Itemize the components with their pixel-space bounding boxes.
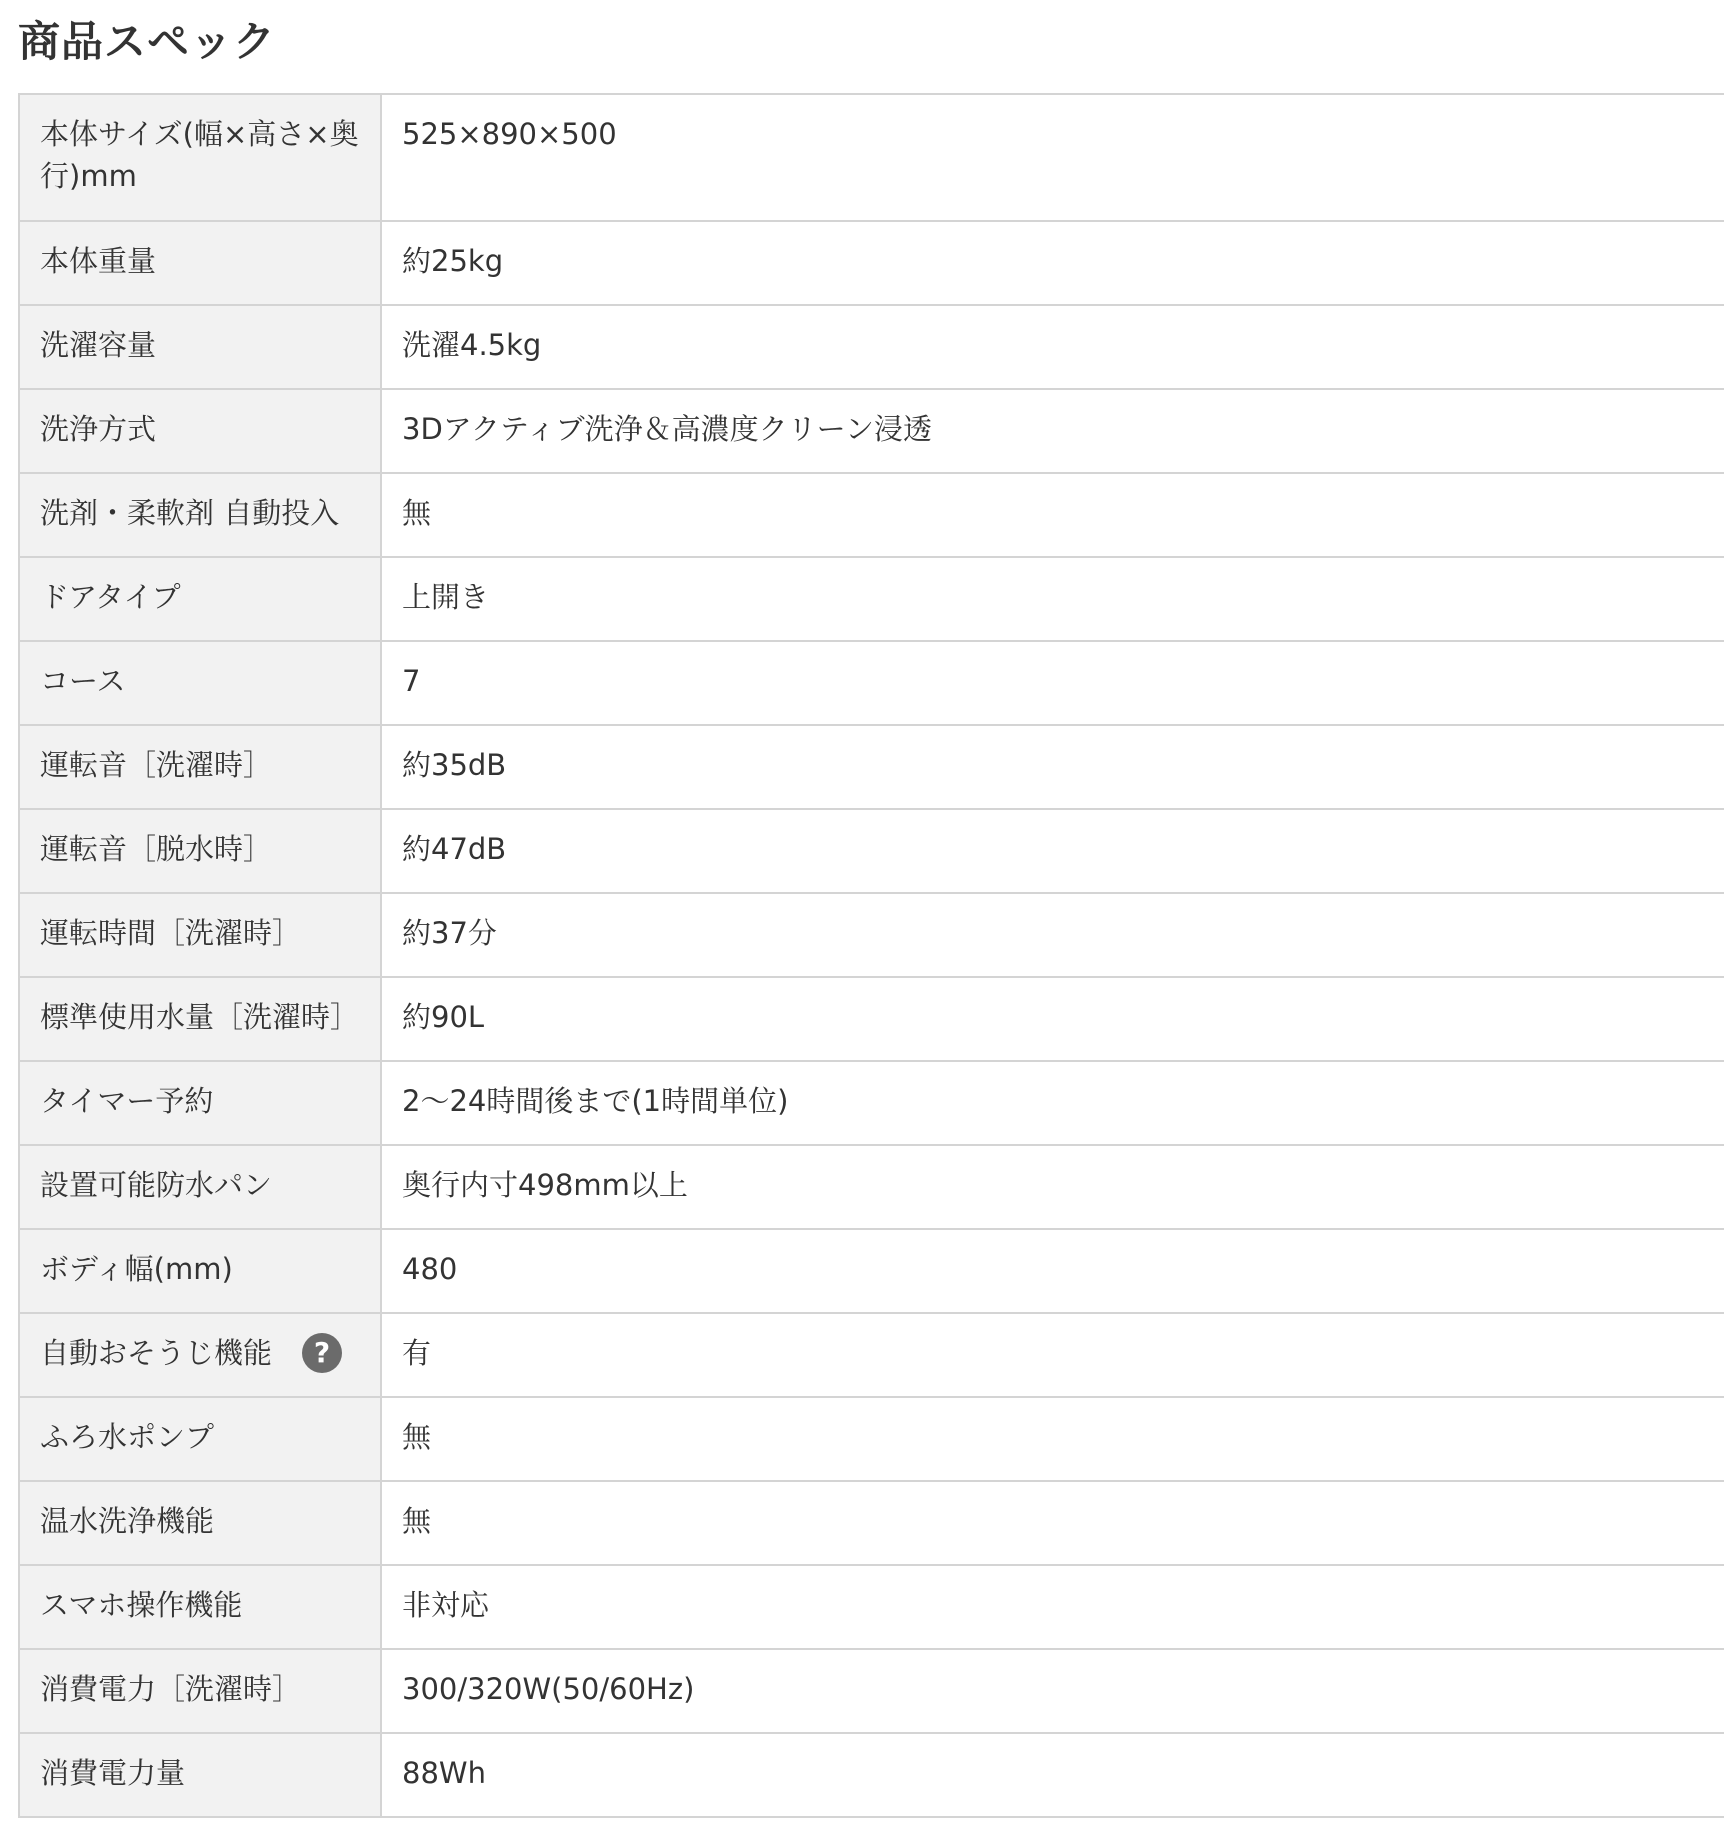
spec-row-noise-spin bbox=[19, 809, 1724, 893]
spec-label-wrap bbox=[40, 1332, 360, 1374]
spec-row-door-type bbox=[19, 557, 1724, 641]
spec-label: 運転音［洗濯時］ bbox=[19, 725, 381, 809]
spec-value: 無 bbox=[381, 473, 1724, 557]
spec-label: ボディ幅(mm) bbox=[19, 1229, 381, 1313]
spec-row-power bbox=[19, 1649, 1724, 1733]
spec-label: 運転時間［洗濯時］ bbox=[19, 893, 381, 977]
spec-table bbox=[18, 93, 1724, 1818]
spec-row-waterproof-pan bbox=[19, 1145, 1724, 1229]
spec-row-noise-wash bbox=[19, 725, 1724, 809]
spec-value: 約25kg bbox=[381, 221, 1724, 305]
spec-value: 約90L bbox=[381, 977, 1724, 1061]
spec-label-cell bbox=[19, 1313, 381, 1397]
spec-value: 3Dアクティブ洗浄＆高濃度クリーン浸透 bbox=[381, 389, 1724, 473]
spec-label: コース bbox=[19, 641, 381, 725]
spec-value: 88Wh bbox=[381, 1733, 1724, 1817]
spec-value: 上開き bbox=[381, 557, 1724, 641]
help-icon[interactable]: ? bbox=[302, 1333, 342, 1373]
spec-row-body-width bbox=[19, 1229, 1724, 1313]
spec-label: ドアタイプ bbox=[19, 557, 381, 641]
spec-value: 無 bbox=[381, 1481, 1724, 1565]
spec-value: 300/320W(50/60Hz) bbox=[381, 1649, 1724, 1733]
spec-row-water-usage bbox=[19, 977, 1724, 1061]
spec-label: 本体サイズ(幅×高さ×奥行)mm bbox=[19, 94, 381, 221]
spec-row-run-time bbox=[19, 893, 1724, 977]
spec-row-warm-wash bbox=[19, 1481, 1724, 1565]
spec-label: 標準使用水量［洗濯時］ bbox=[19, 977, 381, 1061]
spec-label: 消費電力量 bbox=[19, 1733, 381, 1817]
spec-row-wash-method bbox=[19, 389, 1724, 473]
spec-label: 本体重量 bbox=[19, 221, 381, 305]
spec-value: 洗濯4.5kg bbox=[381, 305, 1724, 389]
spec-label: 洗浄方式 bbox=[19, 389, 381, 473]
spec-label: 洗剤・柔軟剤 自動投入 bbox=[19, 473, 381, 557]
spec-row-auto-dispense bbox=[19, 473, 1724, 557]
spec-label: 消費電力［洗濯時］ bbox=[19, 1649, 381, 1733]
spec-label: 温水洗浄機能 bbox=[19, 1481, 381, 1565]
spec-row-capacity bbox=[19, 305, 1724, 389]
spec-row-auto-clean bbox=[19, 1313, 1724, 1397]
spec-label: 自動おそうじ機能 bbox=[40, 1336, 273, 1370]
spec-label: タイマー予約 bbox=[19, 1061, 381, 1145]
spec-value: 非対応 bbox=[381, 1565, 1724, 1649]
spec-label: 設置可能防水パン bbox=[19, 1145, 381, 1229]
spec-value: 有 bbox=[381, 1313, 1724, 1397]
spec-row-timer bbox=[19, 1061, 1724, 1145]
page-title: 商品スペック bbox=[18, 17, 277, 66]
spec-row-energy bbox=[19, 1733, 1724, 1817]
spec-row-size bbox=[19, 94, 1724, 221]
spec-value: 7 bbox=[381, 641, 1724, 725]
spec-value: 480 bbox=[381, 1229, 1724, 1313]
spec-row-courses bbox=[19, 641, 1724, 725]
spec-value: 約37分 bbox=[381, 893, 1724, 977]
spec-value: 約47dB bbox=[381, 809, 1724, 893]
spec-row-weight bbox=[19, 221, 1724, 305]
spec-value: 約35dB bbox=[381, 725, 1724, 809]
spec-label: ふろ水ポンプ bbox=[19, 1397, 381, 1481]
spec-label: 洗濯容量 bbox=[19, 305, 381, 389]
spec-value: 無 bbox=[381, 1397, 1724, 1481]
spec-value: 525×890×500 bbox=[381, 94, 1724, 221]
spec-label: 運転音［脱水時］ bbox=[19, 809, 381, 893]
spec-row-bath-pump bbox=[19, 1397, 1724, 1481]
spec-value: 奥行内寸498mm以上 bbox=[381, 1145, 1724, 1229]
spec-label: スマホ操作機能 bbox=[19, 1565, 381, 1649]
spec-row-smartphone bbox=[19, 1565, 1724, 1649]
spec-value: 2〜24時間後まで(1時間単位) bbox=[381, 1061, 1724, 1145]
